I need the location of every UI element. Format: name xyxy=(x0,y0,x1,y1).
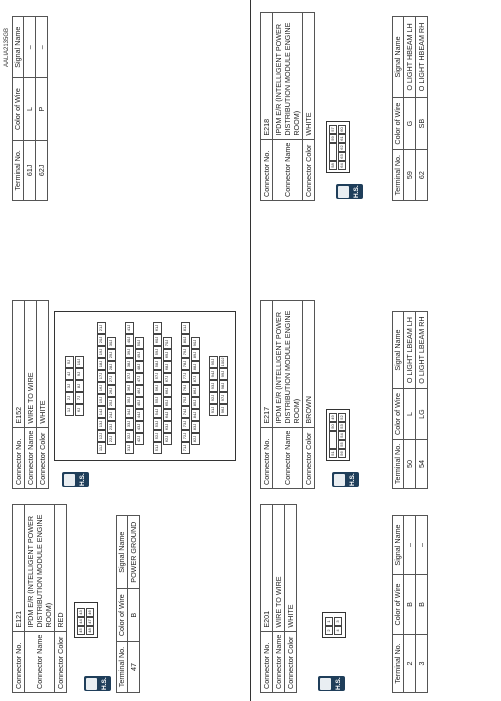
pin-cell: 60J xyxy=(153,334,162,346)
pin-cell: 11J xyxy=(97,442,106,454)
pin-cell: 92J xyxy=(209,392,218,404)
connector-header-table xyxy=(12,300,49,489)
pin-cell: 59 xyxy=(329,134,337,143)
pin-cell: 89J xyxy=(191,349,200,361)
pin-cell: 53 xyxy=(338,422,346,431)
pin-cell-blank xyxy=(329,143,337,161)
pin-cell: 4J xyxy=(65,368,74,380)
connector-color-label: Connector Color xyxy=(303,427,315,488)
pin-cell: 54J xyxy=(153,406,162,418)
connector-color-value: RED xyxy=(55,504,67,631)
connector-no-label: Connector No. xyxy=(13,427,25,488)
pin-cell: 4 xyxy=(334,626,342,635)
pin-cell: 37J xyxy=(125,370,134,382)
terminal-table xyxy=(12,16,48,201)
pin-cell: 52 xyxy=(338,413,346,422)
pin-cell: 87J xyxy=(191,373,200,385)
pin-cell: 44 xyxy=(77,617,85,626)
pin-cell: 93J xyxy=(209,380,218,392)
pin-cell: 63 xyxy=(338,152,346,161)
pin-cell: 29J xyxy=(107,349,116,361)
pin-cell: 94J xyxy=(209,368,218,380)
connector-color-label: Connector Color xyxy=(303,139,315,200)
pin-cell: 70J xyxy=(163,337,172,349)
pin-cell: 27J xyxy=(107,373,116,385)
harness-side-icon: H.S. xyxy=(84,676,111,691)
pin-cell: 10J xyxy=(75,356,84,368)
pin-cell: 59J xyxy=(153,346,162,358)
pin-cell: 74J xyxy=(181,406,190,418)
connector-name-value: IPDM E/R (INTELLIGENT POWER DISTRIBUTION MODULE ENGINE ROOM) xyxy=(273,300,303,427)
connector-name-label: Connector Name xyxy=(273,427,303,488)
pin-cell: 2J xyxy=(65,392,74,404)
pin-cell: 16J xyxy=(97,382,106,394)
pin-cell: 95J xyxy=(209,356,218,368)
pin-cell: 49 xyxy=(329,413,337,422)
connector-panel-e121 xyxy=(12,503,242,693)
pin-cell: 38J xyxy=(125,358,134,370)
connector-no-value: E121 xyxy=(13,504,25,631)
pin-cell: 65J xyxy=(163,397,172,409)
connector-color-value: WHITE xyxy=(37,300,49,427)
pin-cell: 79J xyxy=(181,346,190,358)
pin-cell: 43 xyxy=(77,608,85,617)
pin-cell: 3 xyxy=(334,617,342,626)
pin-cell: 21J xyxy=(97,322,106,334)
pin-cell: 81J xyxy=(181,322,190,334)
pin-cell: 48 xyxy=(86,626,94,635)
pin-cell: 40J xyxy=(125,334,134,346)
pin-cell: 77J xyxy=(181,370,190,382)
pin-cell: 56J xyxy=(153,382,162,394)
pin-cell: 22J xyxy=(107,433,116,445)
connector-panel-e217 xyxy=(260,299,490,489)
pin-cell: 64 xyxy=(338,161,346,170)
harness-side-icon: H.S. xyxy=(62,472,89,487)
pin-cell: 46 xyxy=(86,608,94,617)
signal-name-header: Signal Name xyxy=(393,312,404,389)
pin-cell: 47 xyxy=(86,617,94,626)
terminal-table xyxy=(116,515,140,693)
pin-cell: 85J xyxy=(191,397,200,409)
connector-color-value: WHITE xyxy=(303,12,315,139)
pin-cell: 100J xyxy=(219,356,228,368)
connector-header-table xyxy=(260,504,297,693)
wire-color-header: Color of Wire xyxy=(393,575,404,635)
pin-cell: 44J xyxy=(135,409,144,421)
connector-panel-e218 xyxy=(260,11,490,201)
pin-cell: 36J xyxy=(125,382,134,394)
pin-cell: 98J xyxy=(219,380,228,392)
connector-face-e121 xyxy=(74,602,98,638)
pin-cell: 86J xyxy=(191,385,200,397)
pin-cell: 50 xyxy=(329,422,337,431)
pin-cell: 31J xyxy=(125,442,134,454)
harness-side-icon: H.S. xyxy=(336,184,363,199)
section-divider xyxy=(250,0,251,701)
pin-cell: 49J xyxy=(135,349,144,361)
pin-cell: 18J xyxy=(97,358,106,370)
terminal-panel-e152 xyxy=(12,11,112,201)
pin-cell: 9J xyxy=(75,368,84,380)
pin-cell: 3J xyxy=(65,380,74,392)
terminal-table xyxy=(392,515,428,693)
pin-cell: 58J xyxy=(153,358,162,370)
pin-cell: 13J xyxy=(97,418,106,430)
pin-cell: 99J xyxy=(219,368,228,380)
pin-cell: 24J xyxy=(107,409,116,421)
terminal-no-header: Terminal No. xyxy=(393,150,404,201)
pin-cell: 56 xyxy=(338,449,346,458)
pin-cell: 25J xyxy=(107,397,116,409)
terminal-no-header: Terminal No. xyxy=(117,642,128,693)
pin-cell: 57 xyxy=(329,125,337,134)
pin-cell: 17J xyxy=(97,370,106,382)
pin-cell: 91J xyxy=(209,404,218,416)
pin-cell: 52J xyxy=(153,430,162,442)
connector-name-label: Connector Name xyxy=(25,427,37,488)
pin-cell: 1J xyxy=(65,404,74,416)
pin-cell: 58 xyxy=(329,161,337,170)
pin-cell: 61J xyxy=(153,322,162,334)
pin-cell: 30J xyxy=(107,337,116,349)
pin-cell: 55 xyxy=(338,440,346,449)
pin-cell: 14J xyxy=(97,406,106,418)
pin-cell: 2 xyxy=(325,626,333,635)
connector-header-table xyxy=(12,504,67,693)
connector-name-value: IPDM E/R (INTELLIGENT POWER DISTRIBUTION MODULE ENGINE ROOM) xyxy=(273,12,303,139)
pin-cell: 51 xyxy=(329,449,337,458)
wire-color-header: Color of Wire xyxy=(13,78,24,140)
pin-cell: 35J xyxy=(125,394,134,406)
pin-cell: 80J xyxy=(181,334,190,346)
connector-color-value: WHITE xyxy=(285,504,297,631)
connector-panel-e152 xyxy=(12,219,242,489)
connector-no-value: E218 xyxy=(261,12,273,139)
pin-cell: 62J xyxy=(163,433,172,445)
pin-cell: 28J xyxy=(107,361,116,373)
table-row: 3 B – xyxy=(416,516,428,693)
terminal-table xyxy=(392,311,428,489)
pin-cell: 63J xyxy=(163,421,172,433)
connector-name-value: IPDM E/R (INTELLIGENT POWER DISTRIBUTION MODULE ENGINE ROOM) xyxy=(25,504,55,631)
pin-cell: 41J xyxy=(125,322,134,334)
pin-cell: 42J xyxy=(135,433,144,445)
table-row: 59 G O LIGHT HBEAM LH xyxy=(404,17,416,201)
pin-cell: 69J xyxy=(163,349,172,361)
table-row: 47 B POWER GROUND xyxy=(128,516,140,693)
pin-cell: 43J xyxy=(135,421,144,433)
connector-face-e218 xyxy=(326,121,350,173)
wire-color-header: Color of Wire xyxy=(393,389,404,440)
connector-color-label: Connector Color xyxy=(55,631,67,692)
pin-cell: 20J xyxy=(97,334,106,346)
connector-name-value: WIRE TO WIRE xyxy=(25,300,37,427)
terminal-no-header: Terminal No. xyxy=(393,439,404,488)
pin-cell: 48J xyxy=(135,361,144,373)
connector-no-label: Connector No. xyxy=(261,631,273,692)
pin-cell: 76J xyxy=(181,382,190,394)
pin-cell: 51J xyxy=(153,442,162,454)
pin-cell: 7J xyxy=(75,392,84,404)
connector-no-value: E152 xyxy=(13,300,25,427)
pin-cell: 55J xyxy=(153,394,162,406)
connector-color-value: BROWN xyxy=(303,300,315,427)
pin-cell: 23J xyxy=(107,421,116,433)
harness-side-icon: H.S. xyxy=(318,676,345,691)
terminal-no-header: Terminal No. xyxy=(393,634,404,692)
pin-cell: 97J xyxy=(219,392,228,404)
pin-cell: 54 xyxy=(338,431,346,440)
connector-name-label: Connector Name xyxy=(25,631,55,692)
signal-name-header: Signal Name xyxy=(393,17,404,98)
pin-cell: 1 xyxy=(325,617,333,626)
connector-header-table xyxy=(260,12,315,201)
terminal-no-header: Terminal No. xyxy=(13,140,24,200)
table-row: 62 SB O LIGHT HBEAM RH xyxy=(416,17,428,201)
connector-face-e217 xyxy=(326,409,350,461)
connector-name-value: WIRE TO WIRE xyxy=(273,504,285,631)
pin-cell: 45 xyxy=(77,626,85,635)
connector-name-label: Connector Name xyxy=(273,631,285,692)
connector-face-e201 xyxy=(322,612,346,638)
connector-header-table xyxy=(260,300,315,489)
connector-no-label: Connector No. xyxy=(261,427,273,488)
connector-no-label: Connector No. xyxy=(13,631,25,692)
pin-cell: 62 xyxy=(338,143,346,152)
connector-color-label: Connector Color xyxy=(37,427,49,488)
pin-cell: 47J xyxy=(135,373,144,385)
pin-cell: 19J xyxy=(97,346,106,358)
figure-code: AALIA2135GB xyxy=(4,27,10,67)
pin-cell: 32J xyxy=(125,430,134,442)
signal-name-header: Signal Name xyxy=(393,516,404,575)
connector-face-e152 xyxy=(54,311,236,461)
pin-cell: 90J xyxy=(191,337,200,349)
wire-color-header: Color of Wire xyxy=(393,97,404,149)
pin-cell: 73J xyxy=(181,418,190,430)
wire-color-header: Color of Wire xyxy=(117,589,128,642)
signal-name-header: Signal Name xyxy=(117,516,128,589)
harness-side-icon: H.S. xyxy=(332,472,359,487)
pin-cell: 82J xyxy=(191,433,200,445)
table-row: 50 L O LIGHT LBEAM LH xyxy=(404,312,416,489)
connector-no-value: E201 xyxy=(261,504,273,631)
pin-cell: 46J xyxy=(135,385,144,397)
pin-cell: 12J xyxy=(97,430,106,442)
connector-panel-e201 xyxy=(260,503,490,693)
pin-cell: 68J xyxy=(163,361,172,373)
pin-cell: 67J xyxy=(163,373,172,385)
pin-cell: 53J xyxy=(153,418,162,430)
connector-no-label: Connector No. xyxy=(261,139,273,200)
connector-no-value: E217 xyxy=(261,300,273,427)
terminal-table xyxy=(392,16,428,201)
pin-cell: 15J xyxy=(97,394,106,406)
pin-cell: 33J xyxy=(125,418,134,430)
pin-cell: 60 xyxy=(338,125,346,134)
pin-cell: 6J xyxy=(75,404,84,416)
pin-cell: 75J xyxy=(181,394,190,406)
pin-cell: 66J xyxy=(163,385,172,397)
pin-cell: 61 xyxy=(338,134,346,143)
signal-name-header: Signal Name xyxy=(13,17,24,78)
table-row: 62J P – xyxy=(36,17,48,201)
pin-cell: 78J xyxy=(181,358,190,370)
pin-cell: 5J xyxy=(65,356,74,368)
pin-cell: 83J xyxy=(191,421,200,433)
pin-cell: 57J xyxy=(153,370,162,382)
pin-cell: 71J xyxy=(181,442,190,454)
pin-cell: 8J xyxy=(75,380,84,392)
connector-color-label: Connector Color xyxy=(285,631,297,692)
pin-cell: 64J xyxy=(163,409,172,421)
pin-cell-blank xyxy=(329,431,337,449)
pin-cell: 84J xyxy=(191,409,200,421)
table-row: 54 LG O LIGHT LBEAM RH xyxy=(416,312,428,489)
pin-cell: 88J xyxy=(191,361,200,373)
pin-cell: 34J xyxy=(125,406,134,418)
pin-cell: 72J xyxy=(181,430,190,442)
pin-cell: 96J xyxy=(219,404,228,416)
table-row: 61J L – xyxy=(24,17,36,201)
pin-cell: 39J xyxy=(125,346,134,358)
connector-name-label: Connector Name xyxy=(273,139,303,200)
pin-cell: 50J xyxy=(135,337,144,349)
table-row: 2 B – xyxy=(404,516,416,693)
pin-cell: 26J xyxy=(107,385,116,397)
pin-cell: 45J xyxy=(135,397,144,409)
